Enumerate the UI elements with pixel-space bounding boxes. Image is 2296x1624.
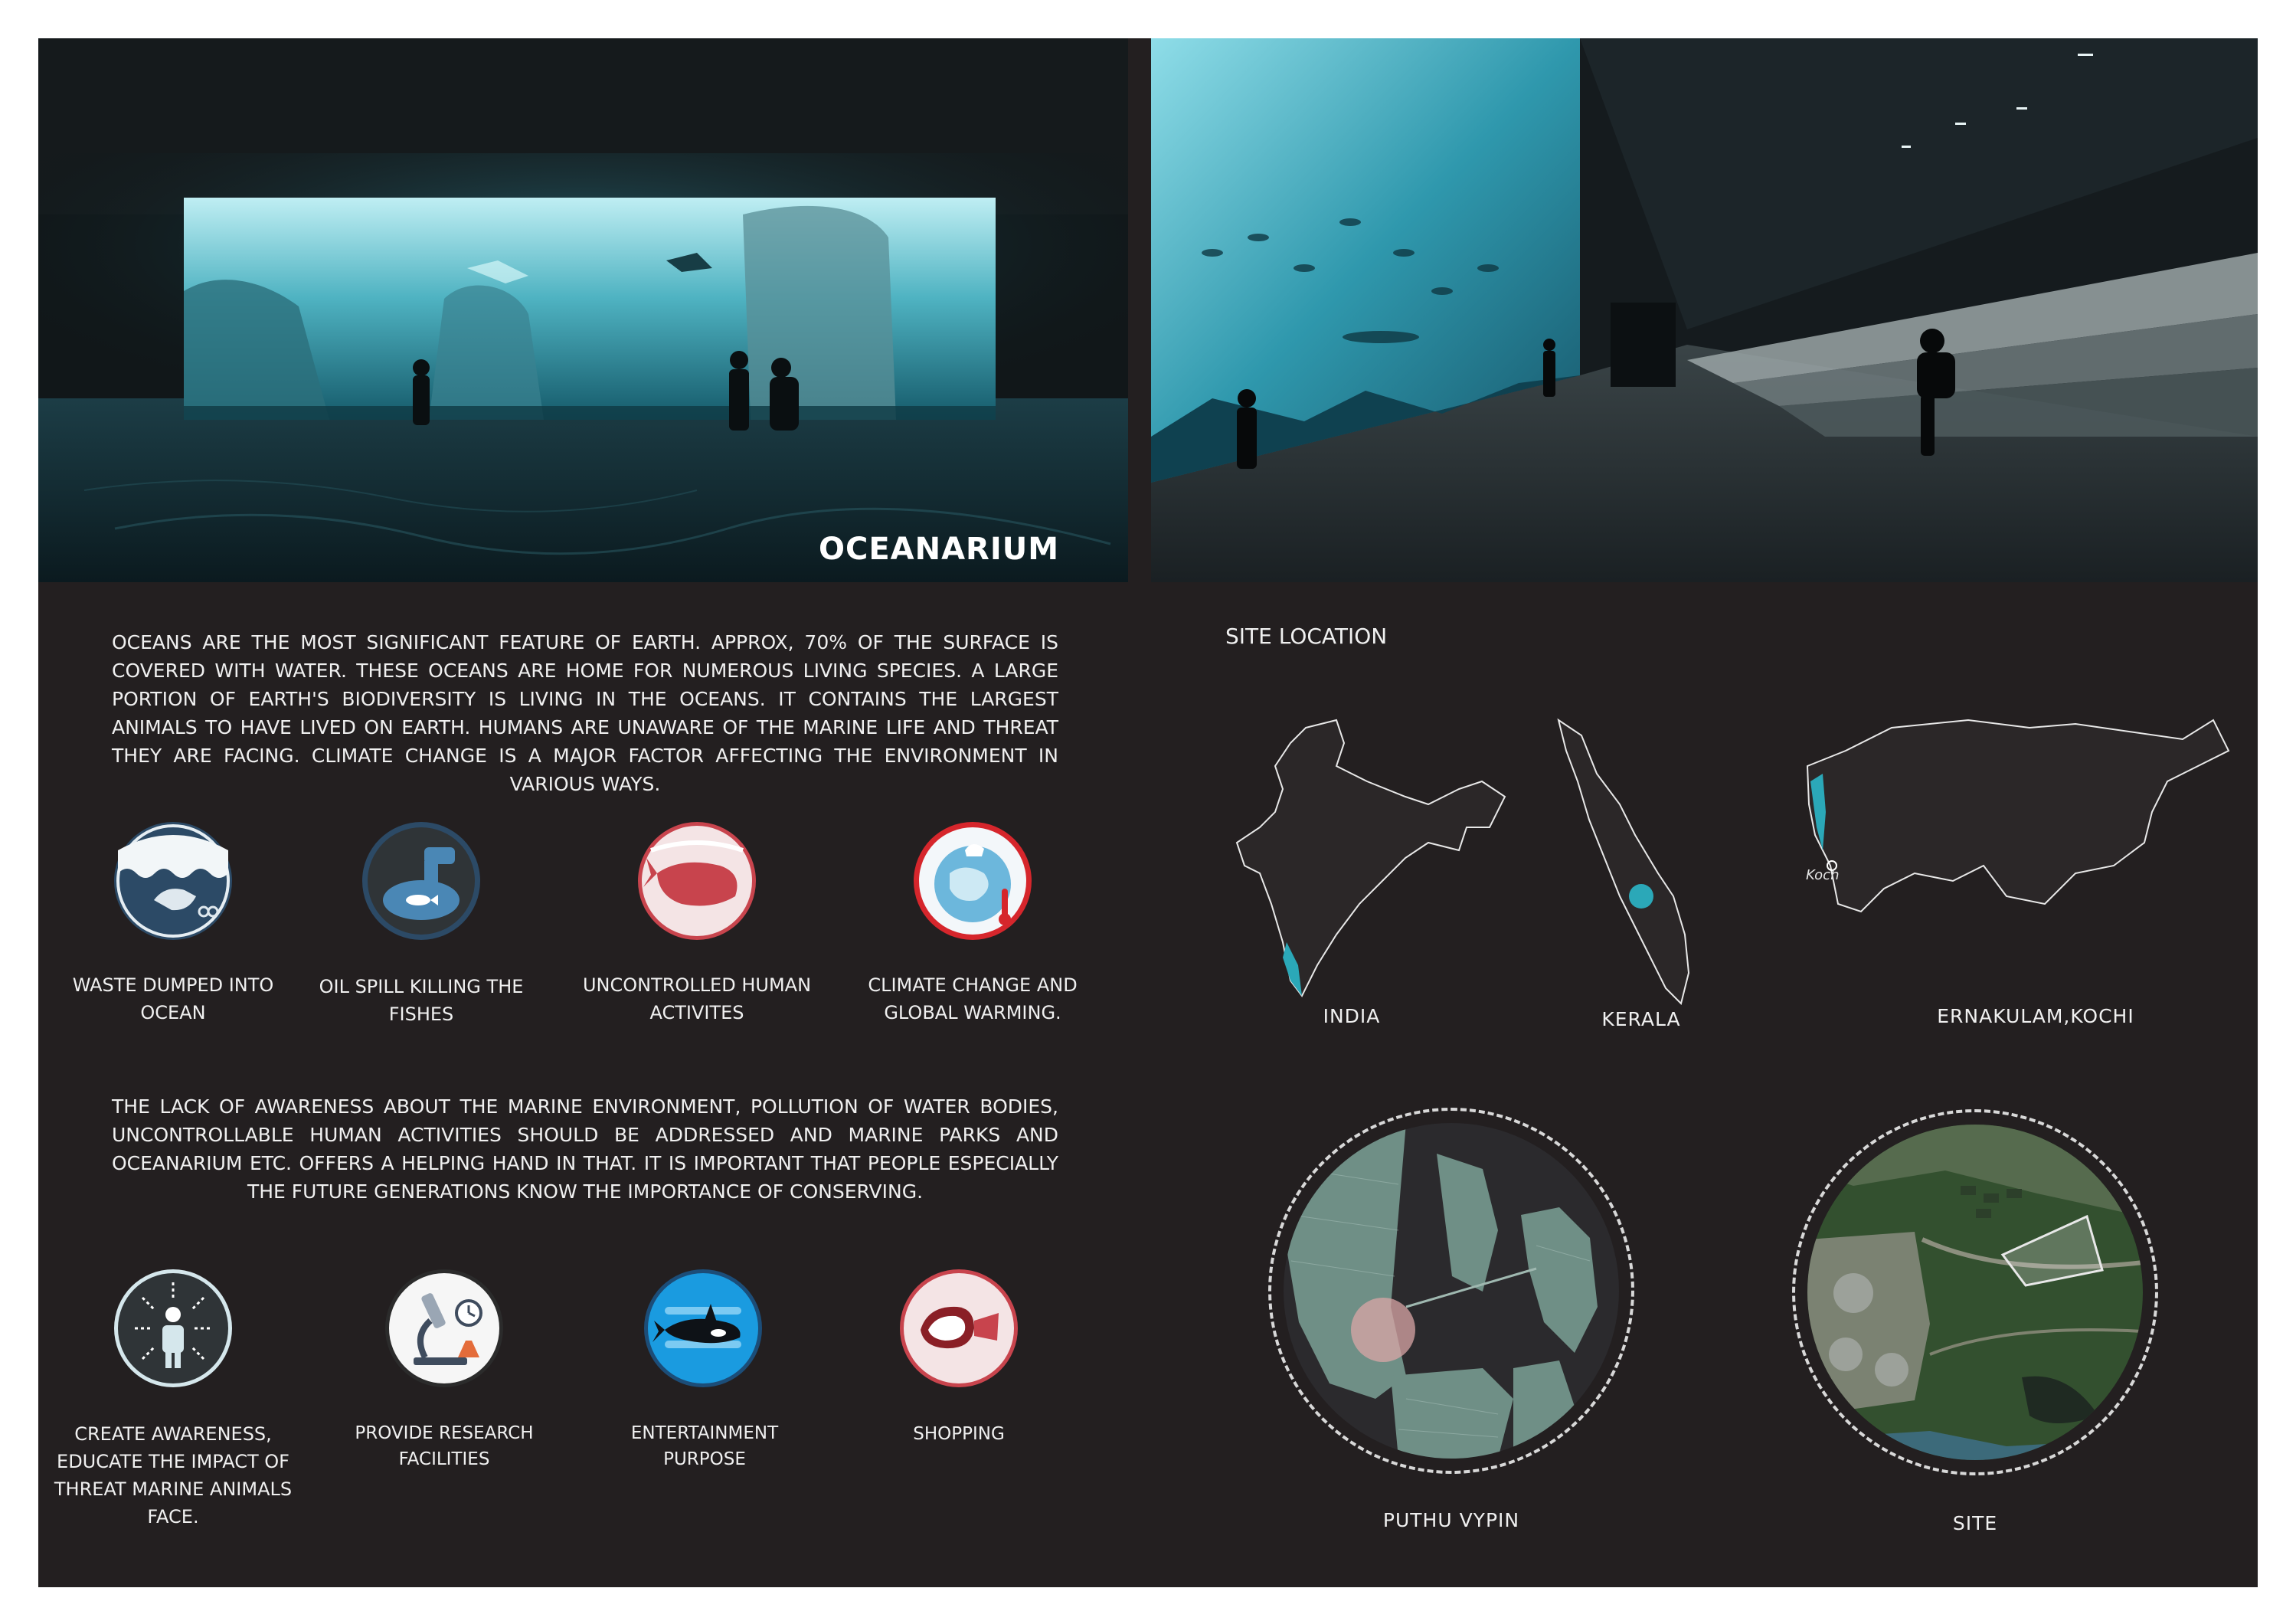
orca-icon [642,1267,764,1390]
site-label: SITE [1952,1512,1998,1534]
intro-paragraph: OCEANS ARE THE MOST SIGNIFICANT FEATURE OF EARTH. APPROX, 70% OF THE SURFACE IS COVERED WITH WATER. THESE OCEANS ARE HOME FOR NUMEROUS LIVING SPECIES. A LARGE PORTION OF EARTH'S BIODIVERSITY IS LIVING IN THE OCEANS. IT CONTAINS THE LARGEST ANIMALS TO HAVE LIVED ON EARTH. HUMANS ARE UNAWARE OF THE MARINE LIFE AND THREAT THEY ARE FACING. CLIMATE CHANGE IS A MAJOR FACTOR AFFECTING THE ENVIRONMENT IN VARIOUS WAYS. [112,631,1058,795]
purpose-caption-shopping: SHOPPING [913,1424,1005,1444]
presentation-sheet [38,38,2258,1587]
threat-caption-waste: WASTE DUMPED INTO OCEAN [72,974,274,1023]
india-label: INDIA [1323,1005,1381,1027]
india-map [1229,712,1520,1019]
purpose-caption-entertainment: ENTERTAINMENT PURPOSE [630,1423,779,1469]
threat-caption-climate-change: CLIMATE CHANGE AND GLOBAL WARMING. [868,974,1078,1023]
puthu-vypin-map [1284,1123,1619,1459]
site-location-title: SITE LOCATION [1225,624,1388,649]
shell-icon [898,1267,1020,1390]
whale-icon [636,820,758,942]
oceanarium-title: OCEANARIUM [818,532,1059,567]
kerala-label: KERALA [1601,1008,1681,1030]
purpose-caption-research: PROVIDE RESEARCH FACILITIES [355,1423,534,1469]
awareness-paragraph: THE LACK OF AWARENESS ABOUT THE MARINE ENVIRONMENT, POLLUTION OF WATER BODIES, UNCONTROLLABLE HUMAN ACTIVITIES SHOULD BE ADDRESSED AND MARINE PARKS AND OCEANARIUM ETC. OFFERS A HELPING HAND IN THAT. IT IS IMPORTANT THAT PEOPLE ESPECIALLY THE FUTURE GENERATIONS KNOW THE IMPORTANCE OF CONSERVING. [112,1095,1058,1203]
globe-icon [911,820,1034,942]
person-awareness-icon [112,1267,234,1390]
microscope-icon [383,1267,505,1390]
oil-spill-icon [360,820,482,942]
purpose-caption-awareness: CREATE AWARENESS, EDUCATE THE IMPACT OF THREAT MARINE ANIMALS FACE. [54,1423,293,1527]
puthu-vypin-label: PUTHU VYPIN [1382,1509,1520,1531]
oceanarium-render-tunnel [1151,38,2258,582]
oceanarium-render-front [38,38,1128,582]
threat-caption-human-activities: UNCONTROLLED HUMAN ACTIVITES [582,974,812,1023]
kerala-map [1551,712,1719,1019]
ernakulam-label: ERNAKULAM,KOCHI [1937,1005,2134,1027]
waste-icon [112,820,234,942]
ernakulam-map [1800,712,2244,942]
kochi-marker-label: Koch [1806,867,1840,883]
site-satellite-map [1807,1125,2143,1460]
threat-caption-oil-spill: OIL SPILL KILLING THE FISHES [319,976,524,1025]
